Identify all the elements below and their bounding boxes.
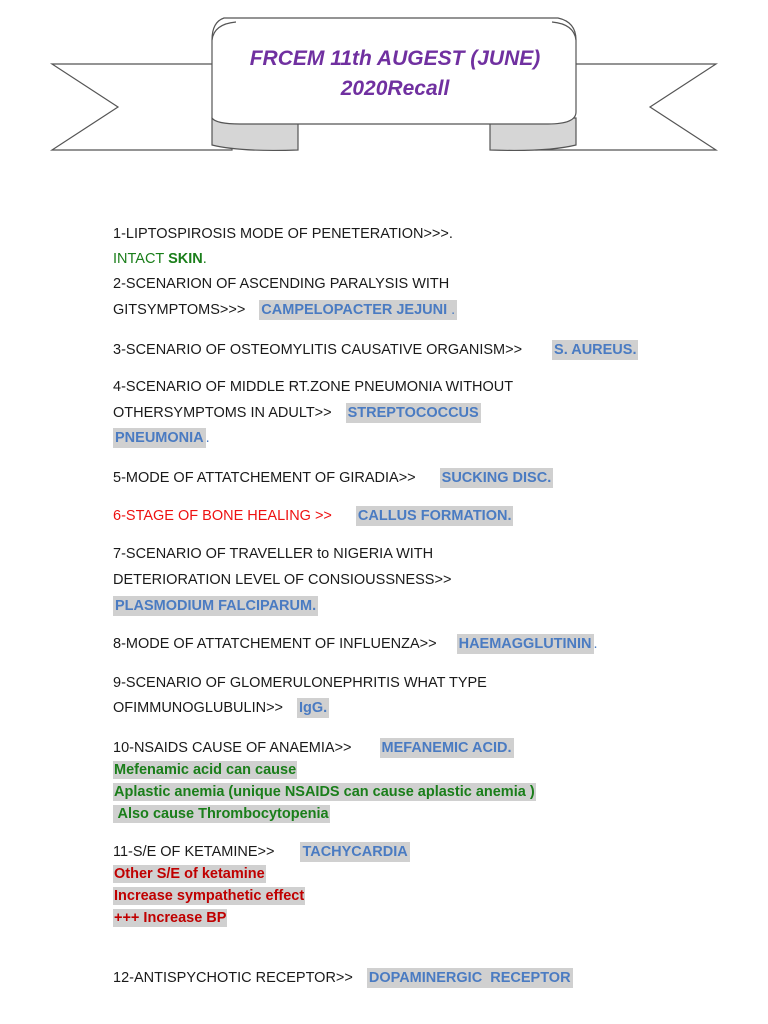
ribbon-main-band	[212, 18, 576, 124]
q12-answer: DOPAMINERGIC RECEPTOR	[368, 970, 571, 986]
q9-answer: IgG.	[299, 700, 328, 716]
document-title-line2: 2020Recall	[340, 77, 450, 100]
q7-question-line1: 7-SCENARIO OF TRAVELLER to NIGERIA WITH	[113, 546, 434, 562]
q4-answer-line2: PNEUMONIA .	[115, 430, 210, 446]
q6-row: 6-STAGE OF BONE HEALING >> CALLUS FORMATION.	[113, 508, 512, 524]
q7-answer: PLASMODIUM FALCIPARUM.	[115, 598, 317, 614]
ribbon-left-tail	[52, 64, 232, 150]
q12-row: 12-ANTISPYCHOTIC RECEPTOR>> DOPAMINERGIC RECEPTOR	[113, 970, 571, 986]
q5-answer: SUCKING DISC.	[441, 470, 552, 486]
q11-answer: TACHYCARDIA	[302, 844, 408, 860]
q9-question-line1: 9-SCENARIO OF GLOMERULONEPHRITIS WHAT TYPE	[113, 675, 487, 691]
document-title-line1: FRCEM 11th AUGEST (JUNE)	[249, 47, 541, 70]
q5-row: 5-MODE OF ATTATCHEMENT OF GIRADIA>> SUCKING DISC.	[113, 470, 552, 486]
q4-question-line1: 4-SCENARIO OF MIDDLE RT.ZONE PNEUMONIA WITHOUT	[113, 379, 514, 395]
q4-question-line2: OTHERSYMPTOMS IN ADULT>> STREPTOCOCCUS	[113, 405, 479, 421]
q9-question-line2: OFIMMUNOGLUBULIN>> IgG.	[113, 700, 328, 716]
q2-question-line2: GITSYMPTOMS>>> CAMPELOPACTER JEJUNI .	[113, 302, 456, 318]
q11-note-line1: Other S/E of ketamine	[114, 866, 265, 882]
q10-answer: MEFANEMIC ACID.	[381, 740, 512, 756]
q4-answer-line1: STREPTOCOCCUS	[347, 405, 479, 421]
q10-note-line1: Mefenamic acid can cause	[114, 762, 297, 778]
q2-question-line1: 2-SCENARION OF ASCENDING PARALYSIS WITH	[113, 276, 450, 292]
q2-answer: CAMPELOPACTER JEJUNI	[261, 302, 448, 318]
q8-answer: HAEMAGGLUTININ	[458, 636, 592, 652]
q10-note-line3: Also cause Thrombocytopenia	[114, 806, 329, 822]
q8-row: 8-MODE OF ATTATCHEMENT OF INFLUENZA>> HAEMAGGLUTININ .	[113, 636, 598, 652]
q1-answer: INTACT SKIN.	[113, 251, 207, 267]
q6-answer: CALLUS FORMATION.	[357, 508, 512, 524]
q3-row: 3-SCENARIO OF OSTEOMYLITIS CAUSATIVE ORGANISM>> S. AUREUS.	[113, 342, 637, 358]
q10-row: 10-NSAIDS CAUSE OF ANAEMIA>> MEFANEMIC ACID.	[113, 740, 512, 756]
q11-row: 11-S/E OF KETAMINE>> TACHYCARDIA	[113, 844, 408, 860]
q7-question-line2: DETERIORATION LEVEL OF CONSIOUSSNESS>>	[113, 572, 452, 588]
q10-note-line2: Aplastic anemia (unique NSAIDS can cause aplastic anemia )	[114, 784, 535, 800]
q11-note-line3: +++ Increase BP	[114, 910, 227, 926]
q1-question: 1-LIPTOSPIROSIS MODE OF PENETERATION>>>.	[113, 226, 453, 242]
q11-note-line2: Increase sympathetic effect	[114, 888, 305, 904]
q3-answer: S. AUREUS.	[554, 342, 637, 358]
